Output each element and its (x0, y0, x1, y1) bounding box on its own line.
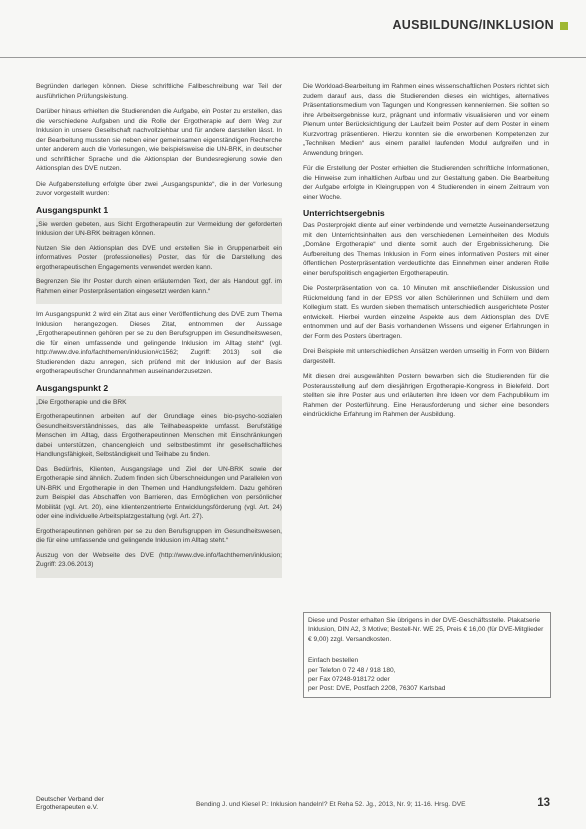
paragraph: Darüber hinaus erhielten die Studierenden die Aufgabe, ein Poster zu erstellen, das die verschiedene Aufgaben und die Rolle der Ergotherapie auf dem Weg zur Inklusion in unsere Gesellschaft nachvollziehbar und für andere darstellen lässt. In der Bearbeitung mussten sie neben einer gemeinsamen eigenständigen Recherche unter anderem auch die Vorlesungen, wie beispielsweise die UN-BRK, in deutscher und schriftlicher Sprache und die Aktionsplan der Bundesregierung sowie den Aktionsplan des DVE nutzen. (36, 108, 282, 172)
quote-paragraph: Begrenzen Sie Ihr Poster durch einen erläuternden Text, der als Handout ggf. im Rahmen einer Posterpräsentation eingesetzt werden kann.“ (36, 278, 282, 295)
section-heading-point2: Ausgangspunkt 2 (36, 382, 109, 393)
order-post: per Post: DVE, Postfach 2208, 76307 Karlsbad (308, 685, 446, 693)
order-line: Einfach bestellen (308, 657, 359, 665)
quote-source: Auszug von der Webseite des DVE (http://www.dve.info/fachthemen/inklusion; Zugriff: 23.06.2013) (36, 551, 282, 568)
paragraph: Begründen darlegen können. Diese schriftliche Fallbeschreibung war Teil der ausführlichen Prüfungsleistung. (36, 83, 282, 100)
order-fax: per Fax 07248-918172 oder (308, 676, 390, 684)
section-title: AUSBILDUNG/INKLUSION (392, 18, 554, 32)
accent-square-icon (560, 22, 568, 30)
footer-citation: Bending J. und Kiesel P.: Inklusion handeln!? Et Reha 52. Jg., 2013, Nr. 9; 11-16. Hrsg. DVE (196, 801, 466, 808)
order-phone[interactable]: per Telefon 0 72 48 / 918 180, (308, 666, 396, 674)
right-column (303, 82, 549, 426)
page-header (0, 0, 586, 58)
footer-organization (36, 796, 156, 813)
paragraph: Drei Beispiele mit unterschiedlichen Ansätzen werden umseitig in Form von Bildern dargestellt. (303, 348, 549, 365)
org-line: Deutscher Verband der (36, 796, 104, 803)
quote-paragraph: Ergotherapeutinnen arbeiten auf der Grundlage eines bio-psycho-sozialen Gesundheitsverständnisses, das alle Teilhabeaspekte umfasst. Berufstätige Menschen im Alltag, dass Ergotherapeutinnen Menschen mit Einschränkungen dabei unterstützen, chancengleich und selbstbestimmt ihr gesellschaftliches Handlungsfähigkeit, Selbständigkeit und Teilhabe zu finden. (36, 413, 282, 458)
order-details (308, 656, 546, 694)
quote-paragraph: „Die Ergotherapie und die BRK (36, 398, 127, 406)
quote-paragraph: Das Bedürfnis, Klienten, Ausgangslage und Ziel der UN-BRK sowie der Ergotherapie sind ähnlich. Zudem finden sich Überschneidungen und Parallelen von UN-BRK und Ergotherapie in den Themen und Handlungsfeldern. Dazu gehören zum Beispiel das Abschaffen von Barrieren, das Ermöglichen von persönlicher Mobilität (vgl. Art. 20), eine klientenzentrierte Entwicklungsförderung (vgl. Art. 24) oder eine individuelle Arbeitsplatzgestaltung (vgl. Art. 27). (36, 465, 282, 520)
paragraph: Mit diesen drei ausgewählten Postern bewarben sich die Studierenden für die Posterausstellung auf dem diesjährigen Ergotherapie-Kongress in Bielefeld. Dort stellten sie ihre Poster aus und erläuterten ihre Ideen vor dem Fachpublikum im Rahmen der Posterführung. Eine Herausforderung und sicher eine besonders eindrückliche Erfahrung im Rahmen der Ausbildung. (303, 373, 549, 418)
quote-box-point1 (36, 218, 282, 305)
quote-paragraph: Ergotherapeutinnen gehören per se zu den Berufsgruppen im Gesundheitswesen, die für eine umfassende und gelingende Inklusion im Alltag steht.“ (36, 527, 282, 544)
org-line: Ergotherapeuten e.V. (36, 804, 99, 812)
quote-box-point2 (36, 396, 282, 578)
section-heading-result: Unterrichtsergebnis (303, 208, 385, 218)
paragraph: Die Workload-Bearbeitung im Rahmen eines wissenschaftlichen Posters richtet sich zudem darauf aus, dass die Studierenden dieses ein wichtiges, alternatives Präsentationsmedium von Tagungen und Kongressen kennenlernen. Sie sollten so ihre Arbeitsergebnisse kurz, prägnant und informativ visualisieren und vor einem Plenum unter Berücksichtigung der Laufzeit beim Poster auf dem Poster in einem Kurzvortrag präsentieren. Hierzu konnten sie die erworbenen Kompetenzen zur „Techniken Medien“ aus einem parallel laufenden Modul aufgreifen und in Anwendung bringen. (303, 83, 549, 157)
info-text: Diese und Poster erhalten Sie übrigens in der DVE-Geschäftsstelle. Plakatserie Inklusion, DIN A2, 3 Motive; Bestell-Nr. WE 25, Preis € 16,00 (für DVE-Mitglieder € 9,00) zzgl. Versandkosten. (308, 617, 544, 643)
order-info-box (303, 612, 551, 698)
paragraph: Das Posterprojekt diente auf einer verbindende und vernetzte Auseinandersetzung mit den Unterrichtsinhalten aus den verschiedenen Lerneinheiten des Moduls „Domäne Ergotherapie“ und diente somit auch der Ergebnissicherung. Die Aufbereitung des Themas Inklusion in Form eines informativen Posters mit einer öffentlichen Posterpräsentation verdeutlichte das Einnehmen einer anderen Rolle einer berufspolitisch engagierten Ergotherapeutin. (303, 222, 549, 277)
paragraph: Für die Erstellung der Poster erhielten die Studierenden schriftliche Informationen, die Hinweise zum inhaltlichen Aufbau und zur Gestaltung gaben. Die Bearbeitung der Aufgabe erfolgte in Kleingruppen von 4 Studierenden in einem Zeitraum von einer Woche. (303, 165, 549, 201)
page-number: 13 (537, 797, 550, 809)
left-column (36, 82, 282, 584)
quote-paragraph: Nutzen Sie den Aktionsplan des DVE und erstellen Sie in Gruppenarbeit ein informatives Poster (professionelles) Poster, das für die Darstellung des ergotherapeutischen Engagements verwendet werden kann. (36, 244, 282, 271)
paragraph: Die Aufgabenstellung erfolgte über zwei „Ausgangspunkte“, die in der Vorlesung zuvor vorgestellt wurden: (36, 180, 282, 197)
quote-paragraph: „Sie werden gebeten, aus Sicht Ergotherapeutin zur Vermeidung der geforderten Inklusion der UN-BRK beitragen können. (36, 220, 282, 237)
paragraph: Im Ausgangspunkt 2 wird ein Zitat aus einer Veröffentlichung des DVE zum Thema Inklusion herangezogen. Dieses Zitat, entnommen der Aussage „Ergotherapeutinnen gehören per se zu den Berufsgruppen im Gesundheitswesen, die für einen umfassende und gelingende Inklusion im Alltag steht“ (vgl. http://www.dve.info/fachthemen/inklusion#c1562; Zugriff: 2013) soll die Studierenden dazu anregen, sich prüfend mit der Inklusion auf der Basis ergotherapeutischer Grundannahmen auseinanderzusetzen. (36, 311, 282, 375)
section-heading-point1: Ausgangspunkt 1 (36, 204, 109, 215)
paragraph: Die Posterpräsentation von ca. 10 Minuten mit anschließender Diskussion und Rückmeldung fand in der EPSS vor allen Schülerinnen und Schülern und dem Kollegium statt. Es wurden sieben thematisch unterschiedlich ausgerichtete Poster entwickelt. Hierbei wurden einzelne Aspekte aus dem Aktionsplan des DVE entnommen und auf der Basis vorhandenen Wissens und eigener Erfahrungen in der Form des Posters übertragen. (303, 285, 549, 340)
